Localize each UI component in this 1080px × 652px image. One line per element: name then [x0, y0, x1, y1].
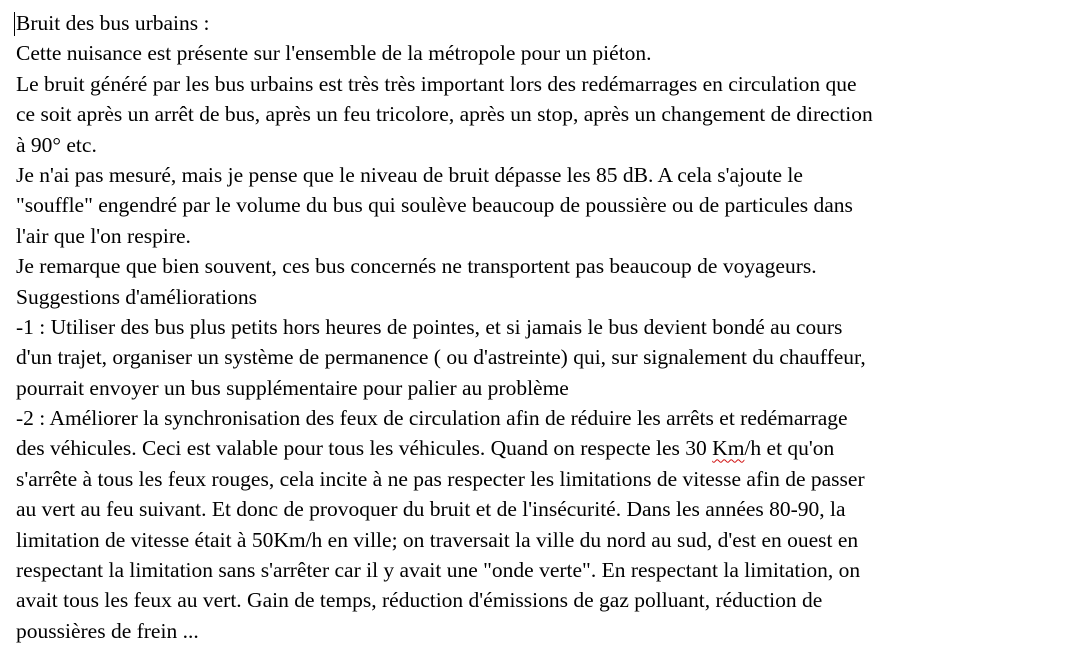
suggestion-line: avait tous les feux au vert. Gain de temps, réduction d'émissions de gaz polluant, réduction de: [16, 588, 823, 613]
suggestion-line: poussières de frein ...: [16, 618, 199, 643]
suggestion-line: d'un trajet, organiser un système de permanence ( ou d'astreinte) qui, sur signalement du chauffeur,: [16, 345, 866, 370]
paragraph-line: Le bruit généré par les bus urbains est très très important lors des redémarrages en circulation que: [16, 71, 857, 96]
suggestion-line: au vert au feu suivant. Et donc de provoquer du bruit et de l'insécurité. Dans les années 80-90, la: [16, 497, 846, 522]
paragraph-line: à 90° etc.: [16, 132, 97, 157]
suggestion-line: -2 : Améliorer la synchronisation des feux de circulation afin de réduire les arrêts et redémarrage: [16, 406, 848, 431]
suggestion-line: -1 : Utiliser des bus plus petits hors heures de pointes, et si jamais le bus devient bondé au cours: [16, 314, 843, 339]
line-segment: des véhicules. Ceci est valable pour tous les véhicules. Quand on respecte les 30: [16, 436, 713, 461]
paragraph-line: l'air que l'on respire.: [16, 223, 191, 248]
suggestion-line: pourrait envoyer un bus supplémentaire pour palier au problème: [16, 375, 569, 400]
paragraph-line: Cette nuisance est présente sur l'ensemble de la métropole pour un piéton.: [16, 41, 652, 66]
document-body[interactable]: [16, 8, 1076, 646]
section-heading: Suggestions d'améliorations: [16, 284, 257, 309]
suggestion-line: s'arrête à tous les feux rouges, cela incite à ne pas respecter les limitations de vitesse afin de passer: [16, 466, 865, 491]
line-segment: /h et qu'on: [744, 436, 835, 461]
document-heading: Bruit des bus urbains :: [16, 11, 210, 35]
paragraph-line: "souffle" engendré par le volume du bus qui soulève beaucoup de poussière ou de particules dans: [16, 193, 853, 218]
suggestion-line-with-spellcheck: [16, 433, 1076, 463]
spellcheck-flagged-word[interactable]: Km: [712, 436, 745, 461]
paragraph-line: Je remarque que bien souvent, ces bus concernés ne transportent pas beaucoup de voyageurs.: [16, 254, 817, 279]
paragraph-line: ce soit après un arrêt de bus, après un feu tricolore, après un stop, après un changement de direction: [16, 102, 873, 127]
suggestion-line: limitation de vitesse était à 50Km/h en ville; on traversait la ville du nord au sud, d'est en ouest en: [16, 527, 859, 552]
suggestion-line: respectant la limitation sans s'arrêter car il y avait une "onde verte". En respectant la limitation, on: [16, 558, 861, 583]
text-cursor: [14, 12, 15, 36]
paragraph-line: Je n'ai pas mesuré, mais je pense que le niveau de bruit dépasse les 85 dB. A cela s'ajoute le: [16, 162, 803, 187]
